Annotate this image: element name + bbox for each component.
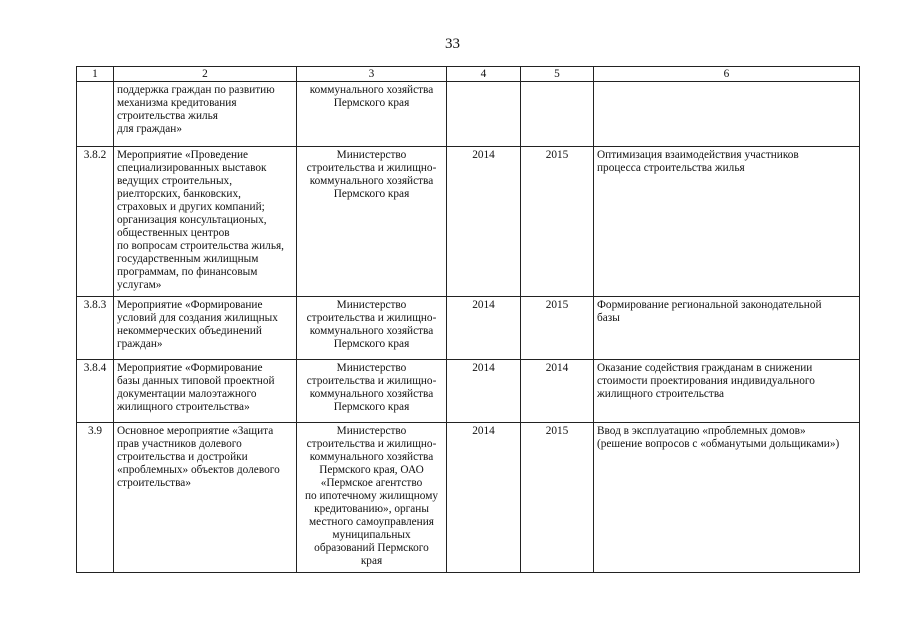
start-year-cell: 2014 — [447, 423, 521, 573]
activity-cell: поддержка граждан по развитию механизма кредитования строительства жилья для граждан» — [114, 82, 297, 147]
start-year-cell — [447, 82, 521, 147]
end-year-cell: 2014 — [521, 360, 594, 423]
start-year-cell: 2014 — [447, 360, 521, 423]
program-activities-table — [76, 66, 860, 573]
start-year-cell: 2014 — [447, 147, 521, 297]
table-row — [77, 360, 860, 423]
end-year-cell: 2015 — [521, 297, 594, 360]
executor-cell: Министерство строительства и жилищно- коммунального хозяйства Пермского края, ОАО «Пермское агентство по ипотечному жилищному кредитованию», органы местного самоуправления муниципальных образований Пермского края — [297, 423, 447, 573]
row-number: 3.8.2 — [77, 147, 114, 297]
result-cell: Формирование региональной законодательной базы — [594, 297, 860, 360]
executor-cell: Министерство строительства и жилищно- коммунального хозяйства Пермского края — [297, 297, 447, 360]
activity-cell: Мероприятие «Формирование условий для создания жилищных некоммерческих объединений граждан» — [114, 297, 297, 360]
header-col-4: 4 — [447, 67, 521, 82]
activity-cell: Мероприятие «Проведение специализированных выставок ведущих строительных, риелторских, банковских, страховых и других компаний; организация консультационых, общественных центров по вопросам строительства жилья, государственным жилищным программам, по финансовым услугам» — [114, 147, 297, 297]
header-col-5: 5 — [521, 67, 594, 82]
table-row — [77, 147, 860, 297]
table-row — [77, 423, 860, 573]
result-cell: Оптимизация взаимодействия участников процесса строительства жилья — [594, 147, 860, 297]
result-cell: Ввод в эксплуатацию «проблемных домов» (решение вопросов с «обманутыми дольщиками») — [594, 423, 860, 573]
executor-cell: Министерство строительства и жилищно- коммунального хозяйства Пермского края — [297, 360, 447, 423]
executor-cell: коммунального хозяйства Пермского края — [297, 82, 447, 147]
table-header-row — [77, 67, 860, 82]
executor-cell: Министерство строительства и жилищно- коммунального хозяйства Пермского края — [297, 147, 447, 297]
start-year-cell: 2014 — [447, 297, 521, 360]
page-number: 33 — [445, 36, 460, 52]
row-number: 3.8.4 — [77, 360, 114, 423]
end-year-cell: 2015 — [521, 147, 594, 297]
row-number: 3.9 — [77, 423, 114, 573]
end-year-cell — [521, 82, 594, 147]
table-row — [77, 82, 860, 147]
row-number — [77, 82, 114, 147]
activity-cell: Мероприятие «Формирование базы данных типовой проектной документации малоэтажного жилищного строительства» — [114, 360, 297, 423]
table-row — [77, 297, 860, 360]
header-col-1: 1 — [77, 67, 114, 82]
header-col-6: 6 — [594, 67, 860, 82]
activity-cell: Основное мероприятие «Защита прав участников долевого строительства и достройки «проблемных» объектов долевого строительства» — [114, 423, 297, 573]
result-cell: Оказание содействия гражданам в снижении стоимости проектирования индивидуального жилищного строительства — [594, 360, 860, 423]
result-cell — [594, 82, 860, 147]
header-col-2: 2 — [114, 67, 297, 82]
row-number: 3.8.3 — [77, 297, 114, 360]
end-year-cell: 2015 — [521, 423, 594, 573]
header-col-3: 3 — [297, 67, 447, 82]
